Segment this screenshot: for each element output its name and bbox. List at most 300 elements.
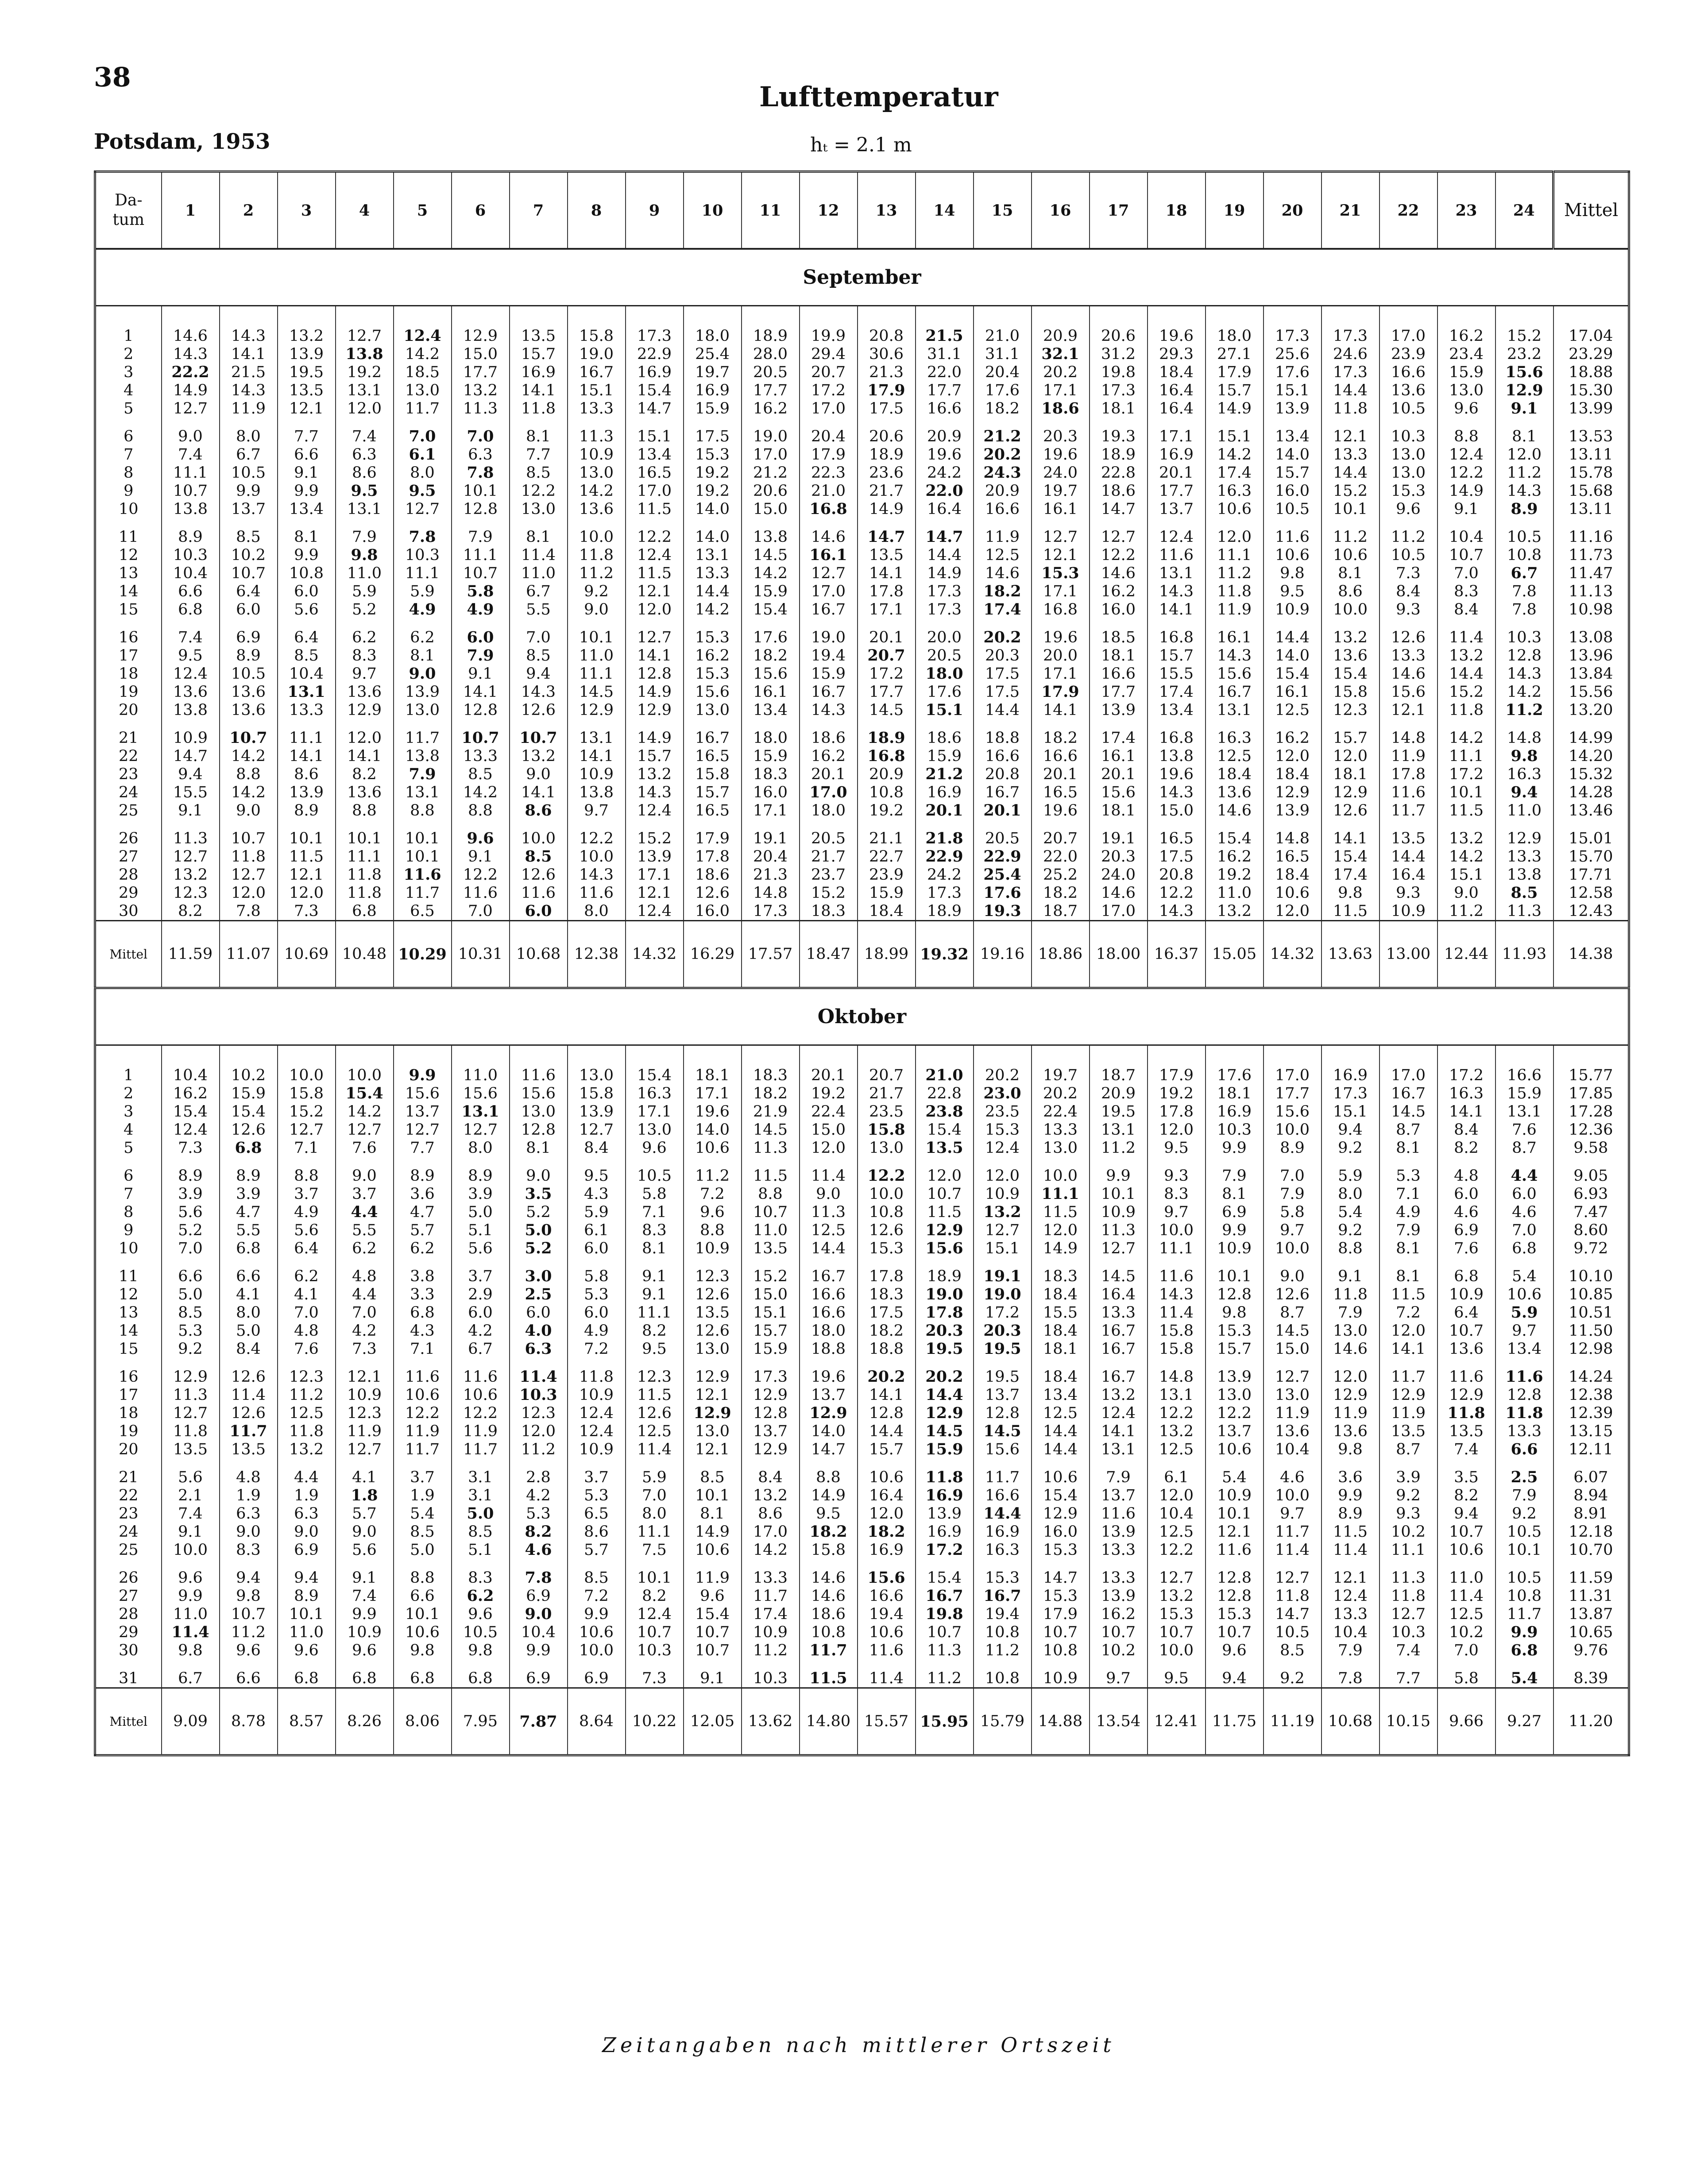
temperature-cell: 7.7 <box>510 445 568 464</box>
temperature-cell: 22.8 <box>1090 464 1148 482</box>
temperature-cell: 14.5 <box>916 1422 974 1440</box>
temperature-cell: 14.4 <box>1264 628 1322 646</box>
temperature-cell: 7.6 <box>278 1340 336 1358</box>
temperature-cell: 6.1 <box>394 445 452 464</box>
temperature-cell: 21.8 <box>916 829 974 847</box>
temperature-cell: 12.6 <box>220 1368 278 1386</box>
temperature-cell: 5.0 <box>452 1504 510 1523</box>
table-row <box>95 1641 1629 1659</box>
hourly-mean-cell: 9.09 <box>162 1688 220 1755</box>
temperature-cell: 14.4 <box>1438 665 1495 683</box>
temperature-cell: 19.0 <box>568 345 626 363</box>
temperature-cell: 9.7 <box>1148 1203 1206 1221</box>
temperature-cell: 16.9 <box>684 381 742 399</box>
table-row <box>95 582 1629 600</box>
temperature-cell: 15.8 <box>1148 1322 1206 1340</box>
temperature-cell: 6.8 <box>220 1239 278 1257</box>
temperature-cell: 10.9 <box>1380 902 1438 921</box>
temperature-cell: 21.7 <box>858 482 916 500</box>
table-row <box>95 1167 1629 1185</box>
temperature-cell: 13.6 <box>1322 1422 1380 1440</box>
temperature-cell: 9.8 <box>1264 564 1322 582</box>
temperature-cell: 9.1 <box>452 665 510 683</box>
temperature-cell: 6.2 <box>278 1267 336 1285</box>
temperature-cell: 6.8 <box>336 1669 394 1688</box>
temperature-cell: 7.0 <box>626 1486 684 1504</box>
temperature-cell: 6.8 <box>220 1139 278 1157</box>
hourly-mean-cell: 16.37 <box>1148 921 1206 988</box>
temperature-cell: 15.0 <box>452 345 510 363</box>
temperature-cell: 14.5 <box>568 683 626 701</box>
temperature-cell: 6.8 <box>162 600 220 618</box>
temperature-cell: 14.6 <box>974 564 1032 582</box>
temperature-cell: 11.0 <box>336 564 394 582</box>
temperature-cell: 6.3 <box>452 445 510 464</box>
table-row <box>95 1605 1629 1623</box>
temperature-cell: 12.6 <box>510 701 568 719</box>
temperature-cell: 18.0 <box>684 327 742 345</box>
hourly-mean-cell: 11.59 <box>162 921 220 988</box>
temperature-cell: 7.6 <box>1438 1239 1495 1257</box>
hourly-mean-cell: 10.15 <box>1380 1688 1438 1755</box>
temperature-cell: 14.7 <box>1264 1605 1322 1623</box>
temperature-cell: 9.4 <box>220 1569 278 1587</box>
temperature-cell: 11.7 <box>394 884 452 902</box>
temperature-cell: 7.9 <box>1380 1221 1438 1239</box>
temperature-cell: 24.0 <box>1032 464 1090 482</box>
temperature-cell: 14.8 <box>1380 729 1438 747</box>
temperature-cell: 6.3 <box>220 1504 278 1523</box>
hourly-mean-cell: 8.26 <box>336 1688 394 1755</box>
hourly-mean-cell: 15.57 <box>858 1688 916 1755</box>
temperature-cell: 9.6 <box>1380 500 1438 518</box>
temperature-cell: 15.2 <box>1322 482 1380 500</box>
temperature-cell: 8.7 <box>1264 1303 1322 1322</box>
temperature-cell: 13.1 <box>1090 1121 1148 1139</box>
temperature-cell: 11.6 <box>510 884 568 902</box>
temperature-cell: 11.3 <box>452 399 510 417</box>
temperature-cell: 9.0 <box>162 427 220 445</box>
temperature-cell: 10.5 <box>220 665 278 683</box>
temperature-cell: 23.4 <box>1438 345 1495 363</box>
temperature-cell: 10.1 <box>1206 1267 1264 1285</box>
temperature-cell: 11.1 <box>1206 546 1264 564</box>
temperature-cell: 10.0 <box>1264 1239 1322 1257</box>
temperature-cell: 14.6 <box>1090 564 1148 582</box>
day-label: 10 <box>118 500 139 518</box>
temperature-cell: 10.3 <box>626 1641 684 1659</box>
temperature-cell: 12.7 <box>1264 1368 1322 1386</box>
temperature-cell: 16.0 <box>1032 1523 1090 1541</box>
temperature-cell: 6.0 <box>568 1303 626 1322</box>
temperature-cell: 11.7 <box>394 399 452 417</box>
temperature-cell: 6.8 <box>394 1669 452 1688</box>
day-label: 30 <box>118 1641 139 1659</box>
day-label: 24 <box>118 1523 139 1541</box>
temperature-cell: 11.5 <box>626 1386 684 1404</box>
hourly-mean-cell: 12.44 <box>1438 921 1495 988</box>
temperature-cell: 14.7 <box>162 747 220 765</box>
daily-mean-cell: 17.04 <box>1553 327 1629 345</box>
temperature-cell: 9.9 <box>394 1066 452 1084</box>
temperature-cell: 4.2 <box>452 1322 510 1340</box>
temperature-cell: 14.1 <box>626 646 684 665</box>
daily-mean-cell: 13.08 <box>1553 628 1629 646</box>
temperature-cell: 31.1 <box>974 345 1032 363</box>
temperature-cell: 13.9 <box>394 683 452 701</box>
temperature-cell: 6.9 <box>568 1669 626 1688</box>
temperature-cell: 16.2 <box>162 1084 220 1102</box>
temperature-cell: 12.6 <box>858 1221 916 1239</box>
temperature-cell: 6.7 <box>452 1340 510 1358</box>
temperature-cell: 15.9 <box>800 665 858 683</box>
temperature-cell: 18.8 <box>858 1340 916 1358</box>
temperature-cell: 15.1 <box>1264 381 1322 399</box>
day-label: 25 <box>118 801 139 820</box>
temperature-cell: 13.6 <box>336 783 394 801</box>
temperature-cell: 12.3 <box>510 1404 568 1422</box>
temperature-cell: 7.3 <box>162 1139 220 1157</box>
temperature-cell: 19.2 <box>858 801 916 820</box>
temperature-cell: 19.4 <box>858 1605 916 1623</box>
daily-mean-cell: 10.51 <box>1553 1303 1629 1322</box>
temperature-cell: 6.8 <box>278 1669 336 1688</box>
temperature-cell: 14.9 <box>626 683 684 701</box>
daily-mean-cell: 12.38 <box>1553 1386 1629 1404</box>
daily-mean-cell: 9.72 <box>1553 1239 1629 1257</box>
temperature-cell: 14.4 <box>1032 1440 1090 1458</box>
temperature-cell: 17.8 <box>858 1267 916 1285</box>
temperature-cell: 11.2 <box>974 1641 1032 1659</box>
temperature-cell: 11.0 <box>452 1066 510 1084</box>
temperature-cell: 14.4 <box>858 1422 916 1440</box>
temperature-cell: 4.4 <box>336 1203 394 1221</box>
temperature-cell: 20.3 <box>1032 427 1090 445</box>
temperature-cell: 17.5 <box>858 399 916 417</box>
table-row <box>95 1404 1629 1422</box>
temperature-cell: 16.7 <box>568 363 626 381</box>
daily-mean-cell: 11.59 <box>1553 1569 1629 1587</box>
temperature-cell: 8.2 <box>510 1523 568 1541</box>
temperature-cell: 15.9 <box>916 747 974 765</box>
temperature-cell: 9.6 <box>162 1569 220 1587</box>
day-label: 17 <box>118 646 139 665</box>
temperature-cell: 20.5 <box>974 829 1032 847</box>
temperature-cell: 7.7 <box>394 1139 452 1157</box>
temperature-cell: 11.6 <box>394 866 452 884</box>
temperature-cell: 24.6 <box>1322 345 1380 363</box>
temperature-cell: 14.0 <box>1264 646 1322 665</box>
temperature-cell: 8.1 <box>394 646 452 665</box>
temperature-cell: 12.7 <box>394 1121 452 1139</box>
temperature-cell: 16.3 <box>626 1084 684 1102</box>
temperature-cell: 12.8 <box>1206 1587 1264 1605</box>
temperature-cell: 10.0 <box>1148 1641 1206 1659</box>
temperature-cell: 11.2 <box>1380 528 1438 546</box>
temperature-cell: 12.3 <box>162 884 220 902</box>
temperature-cell: 10.0 <box>568 847 626 866</box>
temperature-cell: 8.5 <box>568 1569 626 1587</box>
day-label: 8 <box>124 464 134 482</box>
temperature-cell: 22.0 <box>1032 847 1090 866</box>
temperature-cell: 14.1 <box>510 783 568 801</box>
temperature-cell: 7.0 <box>452 902 510 921</box>
temperature-cell: 6.0 <box>1495 1185 1553 1203</box>
temperature-cell: 7.9 <box>1322 1303 1380 1322</box>
temperature-cell: 16.7 <box>1206 683 1264 701</box>
temperature-cell: 5.9 <box>568 1203 626 1221</box>
temperature-cell: 12.6 <box>1380 628 1438 646</box>
temperature-cell: 16.0 <box>1264 482 1322 500</box>
temperature-cell: 6.5 <box>394 902 452 921</box>
temperature-cell: 11.3 <box>1090 1221 1148 1239</box>
temperature-cell: 14.6 <box>1380 665 1438 683</box>
temperature-cell: 9.0 <box>1264 1267 1322 1285</box>
temperature-cell: 6.2 <box>336 628 394 646</box>
temperature-cell: 4.6 <box>1495 1203 1553 1221</box>
temperature-cell: 14.3 <box>1495 482 1553 500</box>
temperature-cell: 13.7 <box>974 1386 1032 1404</box>
temperature-cell: 27.1 <box>1206 345 1264 363</box>
temperature-cell: 3.5 <box>510 1185 568 1203</box>
daily-mean-cell: 12.18 <box>1553 1523 1629 1541</box>
temperature-cell: 14.5 <box>1380 1102 1438 1121</box>
temperature-cell: 17.4 <box>1322 866 1380 884</box>
temperature-cell: 8.7 <box>1380 1121 1438 1139</box>
temperature-cell: 14.1 <box>452 683 510 701</box>
temperature-cell: 16.5 <box>684 747 742 765</box>
daily-mean-cell: 15.30 <box>1553 381 1629 399</box>
temperature-cell: 15.7 <box>1264 464 1322 482</box>
temperature-cell: 8.5 <box>278 646 336 665</box>
temperature-cell: 9.4 <box>1438 1504 1495 1523</box>
temperature-cell: 10.1 <box>684 1486 742 1504</box>
temperature-cell: 10.7 <box>684 1623 742 1641</box>
temperature-cell: 8.9 <box>1495 500 1553 518</box>
table-row <box>95 646 1629 665</box>
temperature-cell: 14.3 <box>1495 665 1553 683</box>
temperature-cell: 13.0 <box>858 1139 916 1157</box>
temperature-cell: 17.7 <box>1148 482 1206 500</box>
temperature-cell: 19.8 <box>1090 363 1148 381</box>
day-label: 15 <box>118 1340 139 1358</box>
temperature-cell: 4.8 <box>220 1468 278 1486</box>
temperature-cell: 6.9 <box>510 1669 568 1688</box>
hour-header: 24 <box>1495 172 1553 249</box>
temperature-cell: 9.8 <box>394 1641 452 1659</box>
temperature-cell: 10.9 <box>336 1386 394 1404</box>
temperature-cell: 10.0 <box>1322 600 1380 618</box>
temperature-cell: 12.2 <box>568 829 626 847</box>
temperature-cell: 12.4 <box>626 902 684 921</box>
temperature-cell: 10.7 <box>452 729 510 747</box>
temperature-cell: 12.0 <box>510 1422 568 1440</box>
temperature-cell: 14.2 <box>684 600 742 618</box>
hourly-mean-cell: 8.57 <box>278 1688 336 1755</box>
temperature-cell: 20.3 <box>1090 847 1148 866</box>
temperature-cell: 11.0 <box>568 646 626 665</box>
temperature-cell: 18.6 <box>1032 399 1090 417</box>
temperature-cell: 19.4 <box>800 646 858 665</box>
temperature-cell: 10.1 <box>1322 500 1380 518</box>
hourly-mean-cell: 13.63 <box>1322 921 1380 988</box>
datum-header: Da- tum <box>95 172 162 249</box>
temperature-cell: 8.2 <box>1438 1486 1495 1504</box>
table-row <box>95 1523 1629 1541</box>
temperature-cell: 14.4 <box>800 1239 858 1257</box>
temperature-cell: 11.6 <box>1380 783 1438 801</box>
month-heading: September <box>95 249 1629 306</box>
temperature-cell: 6.0 <box>568 1239 626 1257</box>
temperature-cell: 17.5 <box>974 665 1032 683</box>
temperature-cell: 8.1 <box>684 1504 742 1523</box>
temperature-cell: 12.2 <box>452 1404 510 1422</box>
temperature-cell: 32.1 <box>1032 345 1090 363</box>
temperature-cell: 8.9 <box>162 528 220 546</box>
spacer-row <box>95 518 1629 528</box>
temperature-cell: 8.0 <box>394 464 452 482</box>
temperature-cell: 16.1 <box>800 546 858 564</box>
table-row <box>95 345 1629 363</box>
temperature-cell: 10.3 <box>394 546 452 564</box>
temperature-cell: 15.0 <box>1264 1340 1322 1358</box>
temperature-cell: 6.3 <box>278 1504 336 1523</box>
temperature-cell: 4.1 <box>336 1468 394 1486</box>
temperature-cell: 13.9 <box>626 847 684 866</box>
daily-mean-cell: 13.99 <box>1553 399 1629 417</box>
temperature-cell: 4.1 <box>278 1285 336 1303</box>
temperature-cell: 5.6 <box>162 1203 220 1221</box>
temperature-cell: 9.7 <box>568 801 626 820</box>
temperature-cell: 17.6 <box>742 628 800 646</box>
hourly-mean-cell: 10.22 <box>626 1688 684 1755</box>
monthly-mean-row <box>95 1688 1629 1755</box>
temperature-cell: 6.9 <box>220 628 278 646</box>
temperature-cell: 10.1 <box>394 1605 452 1623</box>
temperature-cell: 6.0 <box>220 600 278 618</box>
temperature-cell: 14.3 <box>1206 646 1264 665</box>
temperature-cell: 19.1 <box>974 1267 1032 1285</box>
temperature-cell: 7.7 <box>278 427 336 445</box>
temperature-cell: 8.2 <box>1438 1139 1495 1157</box>
temperature-cell: 10.9 <box>742 1623 800 1641</box>
temperature-cell: 9.0 <box>1438 884 1495 902</box>
temperature-cell: 18.4 <box>1264 866 1322 884</box>
temperature-cell: 12.0 <box>1264 747 1322 765</box>
temperature-cell: 12.5 <box>626 1422 684 1440</box>
temperature-cell: 15.4 <box>916 1569 974 1587</box>
temperature-cell: 12.9 <box>1264 783 1322 801</box>
temperature-cell: 9.7 <box>1264 1504 1322 1523</box>
temperature-cell: 5.8 <box>452 582 510 600</box>
temperature-cell: 9.1 <box>162 1523 220 1541</box>
temperature-cell: 15.6 <box>684 683 742 701</box>
temperature-cell: 12.0 <box>1322 1368 1380 1386</box>
temperature-cell: 15.7 <box>684 783 742 801</box>
temperature-cell: 12.0 <box>1032 1221 1090 1239</box>
temperature-cell: 12.2 <box>858 1167 916 1185</box>
table-row <box>95 747 1629 765</box>
temperature-cell: 15.3 <box>1380 482 1438 500</box>
temperature-cell: 21.7 <box>858 1084 916 1102</box>
temperature-cell: 4.9 <box>278 1203 336 1221</box>
temperature-cell: 16.4 <box>1090 1285 1148 1303</box>
hourly-mean-cell: 14.88 <box>1032 1688 1090 1755</box>
temperature-cell: 11.8 <box>336 866 394 884</box>
temperature-cell: 12.2 <box>1090 546 1148 564</box>
temperature-cell: 21.0 <box>974 327 1032 345</box>
temperature-cell: 11.4 <box>510 546 568 564</box>
temperature-cell: 10.8 <box>1032 1641 1090 1659</box>
temperature-cell: 15.4 <box>162 1102 220 1121</box>
table-row <box>95 1267 1629 1285</box>
day-label: 23 <box>118 1504 139 1523</box>
hourly-mean-cell: 18.86 <box>1032 921 1090 988</box>
temperature-cell: 6.4 <box>278 1239 336 1257</box>
hour-header: 10 <box>684 172 742 249</box>
temperature-cell: 12.2 <box>394 1404 452 1422</box>
temperature-cell: 12.9 <box>336 701 394 719</box>
temperature-cell: 10.6 <box>1264 884 1322 902</box>
temperature-cell: 12.7 <box>1090 528 1148 546</box>
temperature-cell: 4.6 <box>1438 1203 1495 1221</box>
temperature-cell: 13.5 <box>858 546 916 564</box>
temperature-cell: 16.7 <box>1380 1084 1438 1102</box>
hourly-mean-cell: 10.68 <box>1322 1688 1380 1755</box>
temperature-cell: 19.7 <box>684 363 742 381</box>
temperature-cell: 9.6 <box>684 1203 742 1221</box>
temperature-cell: 21.3 <box>858 363 916 381</box>
temperature-cell: 10.9 <box>568 445 626 464</box>
temperature-cell: 5.0 <box>394 1541 452 1559</box>
temperature-cell: 14.6 <box>800 1587 858 1605</box>
temperature-cell: 18.2 <box>1032 729 1090 747</box>
temperature-cell: 21.5 <box>916 327 974 345</box>
hourly-mean-cell: 14.32 <box>1264 921 1322 988</box>
temperature-cell: 17.9 <box>1206 363 1264 381</box>
temperature-cell: 18.1 <box>1090 801 1148 820</box>
temperature-cell: 6.6 <box>394 1587 452 1605</box>
temperature-cell: 12.0 <box>1495 445 1553 464</box>
temperature-cell: 10.7 <box>220 1605 278 1623</box>
temperature-cell: 17.2 <box>858 665 916 683</box>
temperature-cell: 15.6 <box>916 1239 974 1257</box>
temperature-cell: 15.1 <box>1206 427 1264 445</box>
temperature-cell: 19.3 <box>974 902 1032 921</box>
temperature-cell: 18.2 <box>742 646 800 665</box>
temperature-cell: 20.4 <box>800 427 858 445</box>
temperature-cell: 16.6 <box>858 1587 916 1605</box>
day-label: 1 <box>124 327 134 345</box>
temperature-cell: 11.1 <box>336 847 394 866</box>
table-row <box>95 363 1629 381</box>
temperature-cell: 17.5 <box>684 427 742 445</box>
temperature-cell: 7.8 <box>1495 582 1553 600</box>
temperature-cell: 16.9 <box>626 363 684 381</box>
temperature-cell: 13.6 <box>1380 381 1438 399</box>
temperature-cell: 17.6 <box>1264 363 1322 381</box>
temperature-cell: 23.9 <box>1380 345 1438 363</box>
hourly-mean-cell: 12.41 <box>1148 1688 1206 1755</box>
temperature-cell: 13.0 <box>626 1121 684 1139</box>
temperature-cell: 9.2 <box>1264 1669 1322 1688</box>
temperature-cell: 11.8 <box>510 399 568 417</box>
temperature-cell: 20.5 <box>916 646 974 665</box>
table-row <box>95 1121 1629 1139</box>
month-heading: Oktober <box>95 988 1629 1045</box>
temperature-cell: 16.5 <box>1148 829 1206 847</box>
temperature-cell: 17.1 <box>1032 582 1090 600</box>
